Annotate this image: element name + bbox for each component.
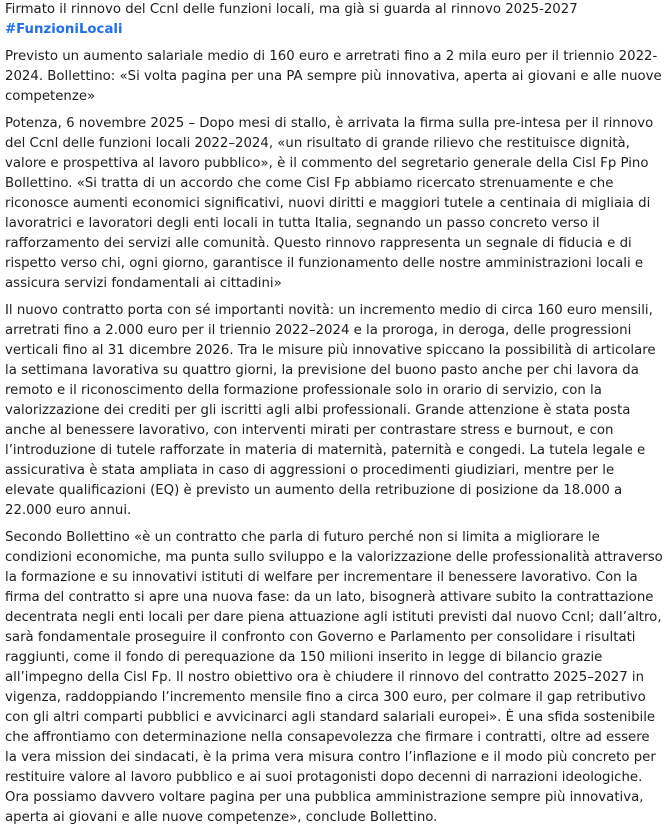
post-title: Firmato il rinnovo del Ccnl delle funzioni locali, ma già si guarda al rinnovo 2025-2027 [5,2,578,17]
paragraph-gap [5,294,663,301]
post-paragraph-intro: Potenza, 6 novembre 2025 – Dopo mesi di stallo, è arrivata la firma sulla pre-intesa per il rinnovo del Ccnl delle funzioni locali 2022–2024, «un risultato di grande rilievo che restituisce dignità, valore e prospettiva al lavoro pubblico», è il commento del segretario generale della Cisl Fp Pino Bollettino. «Si tratta di un accordo che come Cisl Fp abbiamo ricercato strenuamente e che riconosce aumenti economici significativi, nuovi diritti e maggiori tutele a centinaia di migliaia di lavoratrici e lavoratori degli enti locali in tutta Italia, segnando un passo concreto verso il rafforzamento dei servizi alle comunità. Questo rinnovo rappresenta un segnale di fiducia e di rispetto verso chi, ogni giorno, garantisce il funzionamento delle nostre amministrazioni locali e assicura servizi fondamentali ai cittadini» [5,116,654,291]
post-subtitle-paragraph: Previsto un aumento salariale medio di 160 euro e arretrati fino a 2 mila euro per il triennio 2022-2024. Bollettino: «Si volta pagina per una PA sempre più innovativa, aperta ai giovani e alle nuove competenze» [5,49,662,104]
paragraph-gap [5,107,663,114]
paragraph-gap [5,521,663,528]
post-body [5,0,663,828]
post-paragraph-details: Il nuovo contratto porta con sé importanti novità: un incremento medio di circa 160 euro mensili, arretrati fino a 2.000 euro per il triennio 2022–2024 e la proroga, in deroga, delle progressioni verticali fino al 31 dicembre 2026. Tra le misure più innovative spiccano la possibilità di articolare la settimana lavorativa su quattro giorni, la previsione del buono pasto anche per chi lavora da remoto e il riconoscimento della formazione professionale solo in orario di servizio, con la valorizzazione dei crediti per gli iscritti agli albi professionali. Grande attenzione è stata posta anche al benessere lavorativo, con interventi mirati per contrastare stress e burnout, e con l’introduzione di tutele rafforzate in materia di maternità, paternità e congedi. La tutela legale e assicurativa è stata ampliata in caso di aggressioni o procedimenti giudiziari, mentre per le elevate qualificazioni (EQ) è previsto un aumento della retribuzione di posizione da 18.000 a 22.000 euro annui. [5,303,656,518]
hashtag-link[interactable]: #FunzioniLocali [5,22,123,37]
paragraph-gap [5,40,663,47]
post-paragraph-conclusion: Secondo Bollettino «è un contratto che parla di futuro perché non si limita a migliorare le condizioni economiche, ma punta sullo sviluppo e la valorizzazione delle professionalità attraverso la formazione e su innovativi istituti di welfare per incrementare il benessere lavorativo. Con la firma del contratto si apre una nuova fase: da un lato, bisognerà attivare subito la contrattazione decentrata negli enti locali per dare piena attuazione agli istituti previsti dal nuovo Ccnl; dall’altro, sarà fondamentale proseguire il confronto con Governo e Parlamento per consolidare i risultati raggiunti, come il fondo di perequazione da 150 milioni inserito in legge di bilancio grazie all’impegno della Cisl Fp. Il nostro obiettivo ora è chiudere il rinnovo del contratto 2025–2027 in vigenza, raddoppiando l’incremento mensile fino a circa 300 euro, per colmare il gap retributivo con gli altri comparti pubblici e avvicinarci agli standard salariali europei». È una sfida sostenibile che affrontiamo con determinazione nella consapevolezza che firmare i contratti, oltre ad essere la vera mission dei sindacati, è la prima vera misura contro l’inflazione e il modo più concreto per restituire valore al lavoro pubblico e ai suoi protagonisti dopo decenni di narrazioni ideologiche. Ora possiamo davvero voltare pagina per una pubblica amministrazione sempre più innovativa, aperta ai giovani e alle nuove competenze», conclude Bollettino. [5,530,663,825]
